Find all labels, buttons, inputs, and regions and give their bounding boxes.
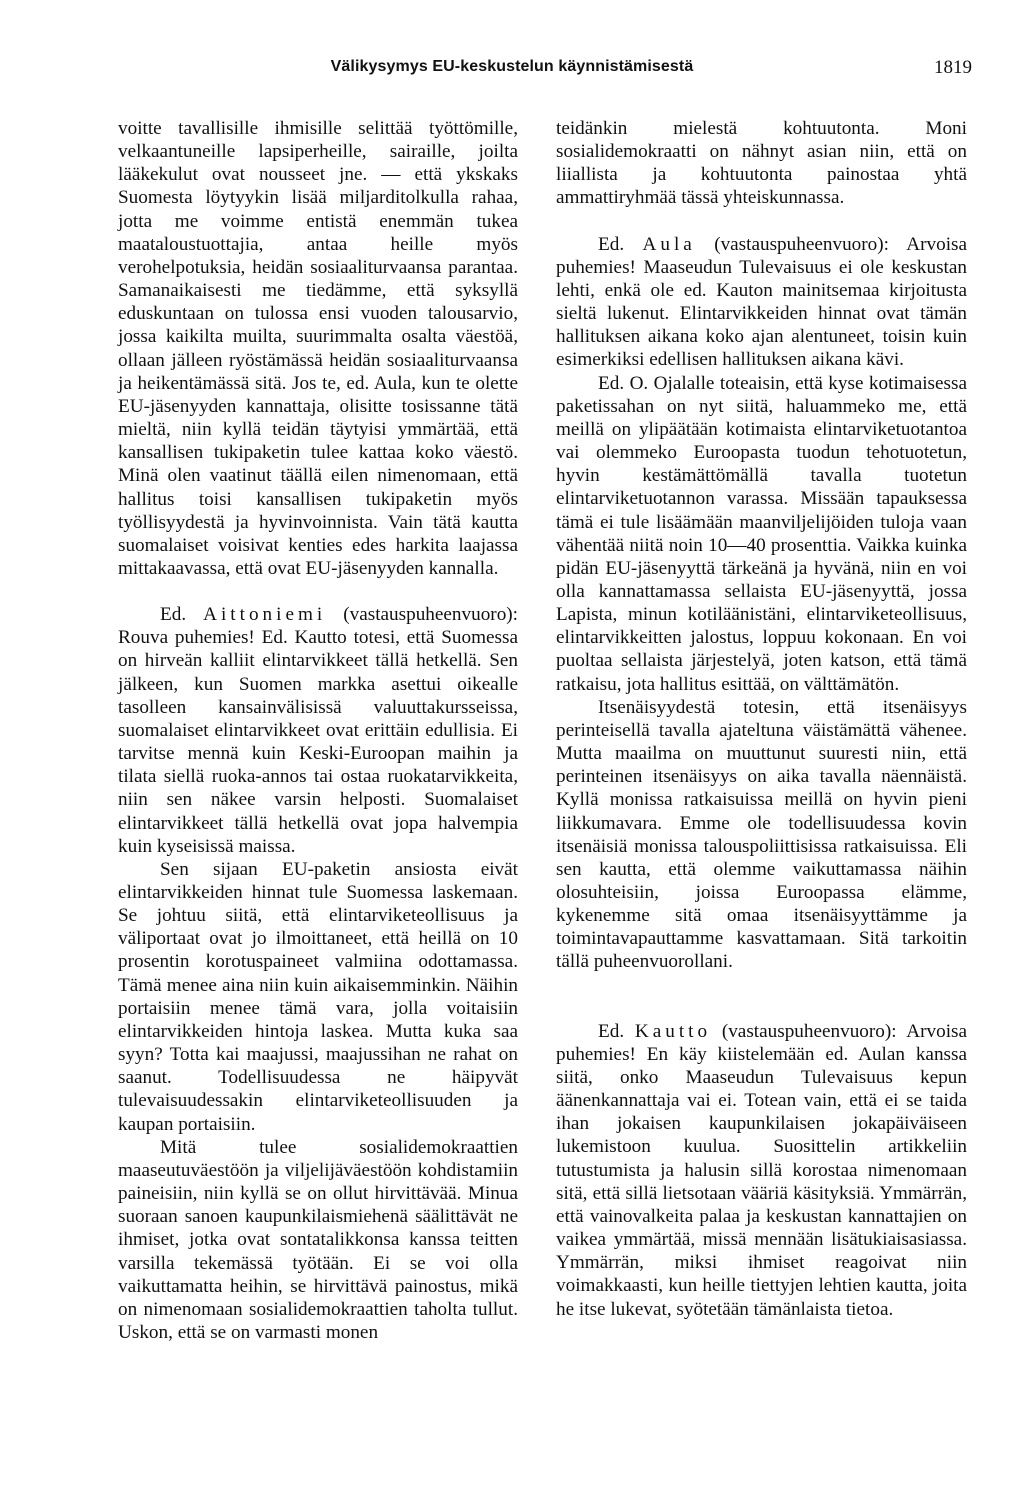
header-title: Välikysymys EU-keskustelun käynnistämisestä [330,58,694,75]
speech-text: (vastauspuheenvuoro): Arvoisa puhemies! Maaseudun Tulevaisuus ei ole keskustan lehti, enkä ole ed. Kauton mainitsemaa kirjoitusta sieltä lukenut. Elintarvikkeiden hinnat ovat tämän hallituksen aikana koko ajan alentuneet, toisin kuin esimerkiksi edellisen hallituksen aikana kävi. [556,233,968,371]
left-column [118,117,518,1344]
speech-text: (vastauspuheenvuoro): Arvoisa puhemies! En käy kiistelemään ed. Aulan kanssa siitä, onko Maaseudun Tulevaisuus kepun äänenkannattaja vai ei. Totean vain, että ei se taida ihan jokaisen kaupunkilaisen jokapäiväiseen lukemistoon kuulua. Suosittelin artikkeliin tutustumista ja halusin sillä korostaa nimenomaan sitä, että sillä lietsotaan vääriä käsityksiä. Ymmärrän, että vainovalkeita palaa ja keskustan kannattajien on vaikea ymmärtää, missä mennään lisätukiaisasiassa. Ymmärrän, miksi ihmiset reagoivat niin voimakkaasti, kun heille tiettyjen lehtien kautta, joita he itse lukevat, syötetään tämänlaista tietoa. [556,1020,968,1320]
speech-prefix: Ed. [160,604,187,626]
page-number: 1819 [934,57,972,78]
speech-prefix: Ed. [598,233,625,255]
speaker-name: Aula [642,233,696,255]
paragraph: Itsenäisyydestä totesin, että itsenäisyys perinteisellä tavalla ajateltuna väistämättä vähenee. Mutta maailma on muuttunut suuresti niin, että perinteinen itsenäisyys on aika tavalla näennäistä. Kyllä monissa ratkaisuissa meillä on hyvin pieni liikkumavara. Emme ole todellisuudessa kovin itsenäisiä monissa talouspoliittisissa ratkaisuissa. Eli sen kautta, että olemme vaikuttamassa näihin olosuhteisiin, joissa Euroopassa elämme, kykenemme sitä omaa itsenäisyyttämme ja toimintavapauttamme kasvattamaan. Sitä tarkoitin tällä puheenvuorollani. [556,696,967,973]
speech-prefix: Ed. [598,1020,625,1042]
paragraph: Sen sijaan EU-paketin ansiosta eivät elintarvikkeiden hinnat tule Suomessa laskemaan. Se johtuu siitä, että elintarviketeollisuus ja väliportaat ovat jo ilmoittaneet, että heillä on 10 prosentin korotuspaineet valmiina odottamassa. Tämä menee aina niin kuin aikaisemminkin. Näihin portaisiin menee tämä vara, jolla voitaisiin elintarvikkeiden hintoja laskea. Mutta kuka saa syyn? Totta kai maajussi, maajussihan ne rahat on saanut. Todellisuudessa ne häipyvät tulevaisuudessakin elintarviketeollisuuden ja kaupan portaisiin. [118,858,518,1135]
speech-text: (vastauspuheenvuoro): Rouva puhemies! Ed. Kautto totesi, että Suomessa on hirveän kalliit elintarvikkeet tällä hetkellä. Sen jälkeen, kun Suomen markka asettui oikealle tasolleen kansainvälisissä valuuttakursseissa, suomalaiset elintarvikkeet ovat erittäin edullisia. Ei tarvitse mennä kuin Keski-Euroopan maihin ja tilata siellä ruoka-annos tai ostaa ruokatarvikkeita, niin sen näkee varsin helposti. Suomalaiset elintarvikkeet tällä hetkellä ovat jopa halvempia kuin kyseisissä maissa. [118,604,519,857]
speech-paragraph [556,1020,967,1321]
speaker-name: Aittoniemi [203,604,327,626]
speech-paragraph [556,233,967,372]
paragraph: Mitä tulee sosialidemokraattien maaseutuväestöön ja viljelijäväestöön kohdistamiin paineisiin, niin kyllä se on ollut hirvittävää. Minua suoraan sanoen kaupunkilaismiehenä säälittävät ne ihmiset, jotka ovat sontatalikkonsa kanssa teitten varsilla tekemässä työtään. Ei se voi olla vaikuttamatta heihin, se hirvittävä painostus, mikä on nimenomaan sosialidemokraattien taholta tullut. Uskon, että se on varmasti monen [118,1136,518,1343]
speech-paragraph [118,603,518,858]
right-column [556,117,967,1321]
paragraph: Ed. O. Ojalalle toteaisin, että kyse kotimaisessa paketissahan on nyt siitä, haluammeko me, että meillä on ylipäätään kotimaista elintarviketuotantoa vai olemmeko Euroopasta tuodun tehotuotetun, hyvin kestämättömällä tavalla tuotetun elintarviketuotannon varassa. Missään tapauksessa tämä ei tule lisäämään maanviljelijöiden tuloja vaan vähentää niitä noin 10—40 prosenttia. Vaikka kuinka pidän EU-jäsenyyttä tärkeänä ja hyvänä, niin en voi olla kannattamassa sellaista EU-jäsenyyttä, jossa Lapista, minun kotiläänistäni, elintarviketeollisuus, elintarvikkeitten jalostus, loppuu kokonaan. En voi puoltaa sellaista järjestelyä, joten katson, että tämä ratkaisu, jota hallitus esittää, on välttämätön. [556,372,967,695]
speaker-name: Kautto [634,1020,712,1042]
paragraph: teidänkin mielestä kohtuutonta. Moni sosialidemokraatti on nähnyt asian niin, että on liiallista ja kohtuutonta painostaa yhtä ammattiryhmää tässä yhteiskunnassa. [556,118,967,209]
paragraph: voitte tavallisille ihmisille selittää työttömille, velkaantuneille lapsiperheille, sairaille, joilta lääkekulut ovat nousseet jne. — että ykskaks Suomesta löytyykin lisää miljarditolkulla rahaa, jotta me voimme entistä enemmän tukea maataloustuottajia, antaa heille myös verohelpotuksia, heidän sosiaaliturvaansa parantaa. Samanaikaisesti me tiedämme, että syksyllä eduskuntaan on tulossa ensi vuoden talousarvio, jossa kaikilta muilta, suurimmalta osalta väestöä, ollaan jälleen ryöstämässä heidän sosiaaliturvaansa ja heikentämässä sitä. Jos te, ed. Aula, kun te olette EU-jäsenyyden kannattaja, olisitte tosissanne tätä mieltä, niin kyllä teidän täytyisi ymmärtää, että kansallisen tukipaketin tulee kattaa koko väestö. Minä olen vaatinut täällä eilen nimenomaan, että hallitus toisi kansallisen tukipaketin myös työllisyydestä ja hyvinvoinnista. Vain tätä kautta suomalaiset voisivat kenties edes harkita laajassa mittakaavassa, että ovat EU-jäsenyyden kannalla. [118,118,518,579]
